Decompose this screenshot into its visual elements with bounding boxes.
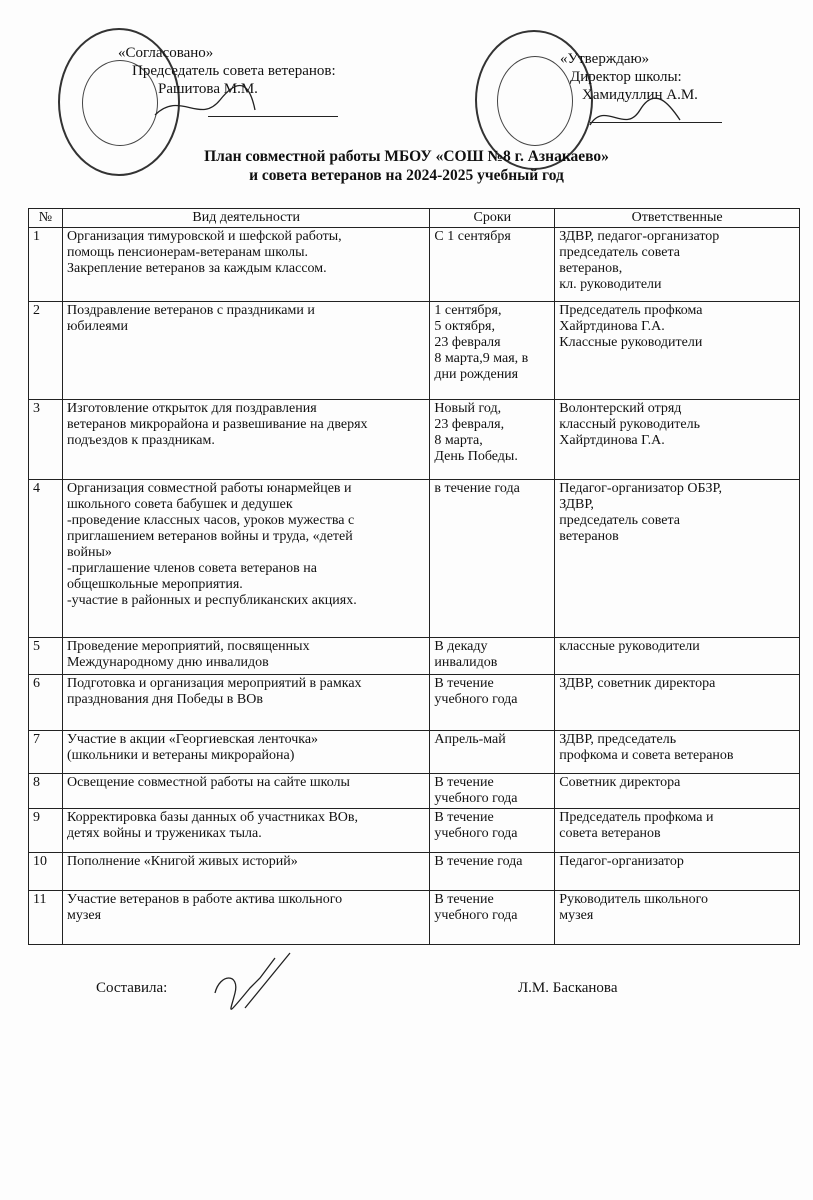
responsible-cell: Педагог-организатор xyxy=(555,853,800,891)
right-signature xyxy=(585,95,685,140)
activity-cell: Освещение совместной работы на сайте школы xyxy=(62,774,429,809)
responsible-cell: Волонтерский отряд классный руководитель Хайртдинова Г.А. xyxy=(555,400,800,480)
responsible-cell: Педагог-организатор ОБЗР, ЗДВР, председатель совета ветеранов xyxy=(555,480,800,638)
responsible-cell: Советник директора xyxy=(555,774,800,809)
header-responsible: Ответственные xyxy=(555,209,800,228)
dates-cell: 1 сентября, 5 октября, 23 февраля 8 марта,9 мая, в дни рождения xyxy=(430,302,555,400)
activity-cell: Организация совместной работы юнармейцев и школьного совета бабушек и дедушек -проведение классных часов, уроков мужества с приглашением ветеранов войны и труда, «детей войны» -приглашение членов совета ветеранов на общешкольные мероприятия. -участие в районных и республиканских акциях. xyxy=(62,480,429,638)
plan-table xyxy=(28,208,800,945)
approval-label: «Согласовано» xyxy=(118,45,214,61)
dates-cell: В течение учебного года xyxy=(430,891,555,945)
dates-cell: В течение учебного года xyxy=(430,774,555,809)
activity-cell: Подготовка и организация мероприятий в рамках празднования дня Победы в ВОв xyxy=(62,675,429,731)
dates-cell: В течение учебного года xyxy=(430,675,555,731)
table-row xyxy=(29,853,800,891)
table-row xyxy=(29,480,800,638)
header-number: № xyxy=(29,209,63,228)
row-number: 2 xyxy=(29,302,63,400)
document-title: План совместной работы МБОУ «СОШ №8 г. Азнакаево» xyxy=(204,148,609,165)
activity-cell: Поздравление ветеранов с праздниками и юбилеями xyxy=(62,302,429,400)
table-row xyxy=(29,228,800,302)
table-row xyxy=(29,891,800,945)
row-number: 5 xyxy=(29,638,63,675)
row-number: 8 xyxy=(29,774,63,809)
compiled-by-label: Составила: xyxy=(96,980,168,996)
compiler-signature xyxy=(205,948,295,1028)
approval-name: Рашитова М.М. xyxy=(158,81,258,97)
dates-cell: в течение года xyxy=(430,480,555,638)
activity-cell: Изготовление открыток для поздравления ветеранов микрорайона и развешивание на дверях подъездов к праздникам. xyxy=(62,400,429,480)
table-row xyxy=(29,731,800,774)
row-number: 3 xyxy=(29,400,63,480)
activity-cell: Проведение мероприятий, посвященных Международному дню инвалидов xyxy=(62,638,429,675)
responsible-cell: Председатель профкома Хайртдинова Г.А. Классные руководители xyxy=(555,302,800,400)
header-activity: Вид деятельности xyxy=(62,209,429,228)
approval-position: Председатель совета ветеранов: xyxy=(132,63,336,79)
dates-cell: В течение учебного года xyxy=(430,809,555,853)
activity-cell: Пополнение «Книгой живых историй» xyxy=(62,853,429,891)
table-row xyxy=(29,809,800,853)
activity-cell: Корректировка базы данных об участниках ВОв, детях войны и тружениках тыла. xyxy=(62,809,429,853)
row-number: 11 xyxy=(29,891,63,945)
table-row xyxy=(29,400,800,480)
approval-name: Хамидуллин А.М. xyxy=(582,87,698,103)
responsible-cell: классные руководители xyxy=(555,638,800,675)
row-number: 6 xyxy=(29,675,63,731)
dates-cell: В течение года xyxy=(430,853,555,891)
approval-position: Директор школы: xyxy=(570,69,682,85)
table-row xyxy=(29,638,800,675)
header-dates: Сроки xyxy=(430,209,555,228)
activity-cell: Участие ветеранов в работе актива школьного музея xyxy=(62,891,429,945)
row-number: 10 xyxy=(29,853,63,891)
table-row xyxy=(29,302,800,400)
row-number: 4 xyxy=(29,480,63,638)
responsible-cell: Председатель профкома и совета ветеранов xyxy=(555,809,800,853)
activity-cell: Участие в акции «Георгиевская ленточка» (школьники и ветераны микрорайона) xyxy=(62,731,429,774)
table-row xyxy=(29,774,800,809)
activity-cell: Организация тимуровской и шефской работы, помощь пенсионерам-ветеранам школы. Закрепление ветеранов за каждым классом. xyxy=(62,228,429,302)
responsible-cell: ЗДВР, педагог-организатор председатель совета ветеранов, кл. руководители xyxy=(555,228,800,302)
row-number: 9 xyxy=(29,809,63,853)
responsible-cell: ЗДВР, председатель профкома и совета ветеранов xyxy=(555,731,800,774)
table-row xyxy=(29,675,800,731)
row-number: 7 xyxy=(29,731,63,774)
responsible-cell: Руководитель школьного музея xyxy=(555,891,800,945)
left-signature xyxy=(150,80,260,130)
compiler-name: Л.М. Басканова xyxy=(518,980,618,996)
dates-cell: Новый год, 23 февраля, 8 марта, День Победы. xyxy=(430,400,555,480)
responsible-cell: ЗДВР, советник директора xyxy=(555,675,800,731)
dates-cell: Апрель-май xyxy=(430,731,555,774)
row-number: 1 xyxy=(29,228,63,302)
dates-cell: С 1 сентября xyxy=(430,228,555,302)
approval-label: «Утверждаю» xyxy=(560,51,650,67)
dates-cell: В декаду инвалидов xyxy=(430,638,555,675)
document-subtitle: и совета ветеранов на 2024-2025 учебный год xyxy=(249,167,564,184)
